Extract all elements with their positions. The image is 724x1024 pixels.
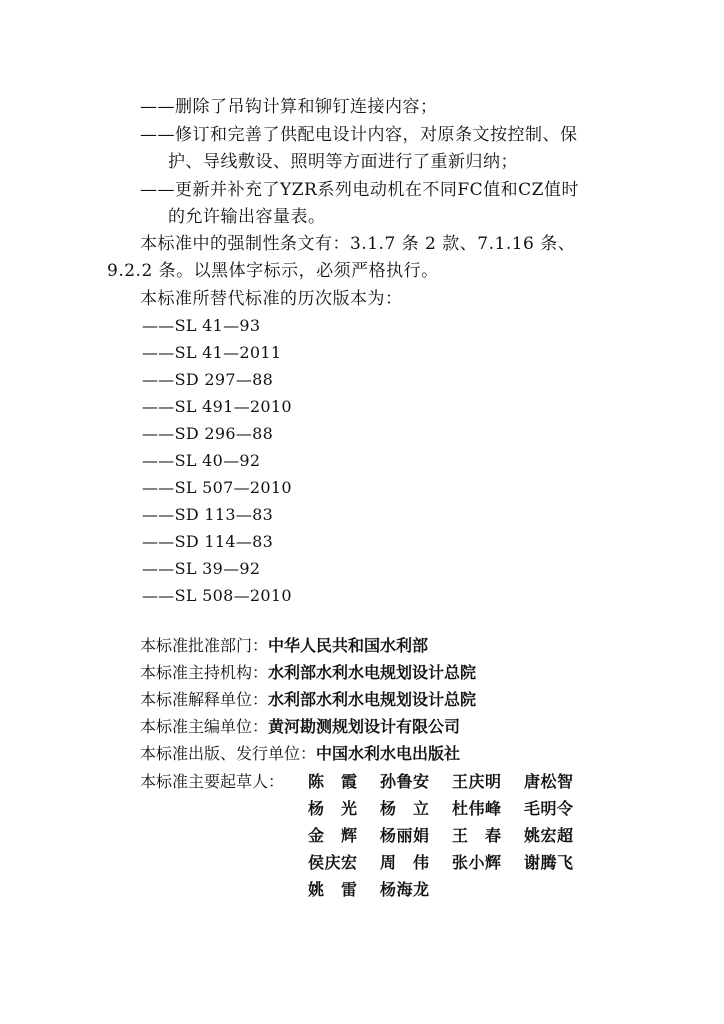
- history-version: ——SL 41—93: [142, 316, 261, 335]
- change-item-3-line-1: ——更新并补充了YZR系列电动机在不同FC值和CZ值时: [140, 180, 579, 200]
- credit-interpretation-unit: [140, 689, 476, 711]
- drafter-name: 金 辉: [308, 826, 358, 845]
- mandatory-clauses-line-2: 9.2.2 条。以黑体字标示，必须严格执行。: [107, 261, 439, 281]
- history-intro: 本标准所替代标准的历次版本为：: [140, 289, 403, 309]
- credit-label: 本标准主编单位：: [140, 717, 269, 736]
- history-version: ——SL 507—2010: [142, 478, 292, 497]
- history-version: ——SL 491—2010: [142, 397, 292, 416]
- history-version: ——SL 508—2010: [142, 586, 292, 605]
- history-version: ——SL 41—2011: [142, 343, 282, 362]
- credit-label: 本标准主持机构：: [140, 663, 269, 682]
- drafter-name: 杨 立: [380, 799, 430, 818]
- drafter-name: 姚 雷: [308, 880, 358, 899]
- drafter-name: 侯庆宏: [308, 853, 358, 872]
- drafter-name: 毛明令: [524, 799, 574, 818]
- drafter-name: 杨海龙: [380, 880, 430, 899]
- history-version: ——SD 113—83: [142, 505, 274, 524]
- change-item-2-line-1: ——修订和完善了供配电设计内容，对原条文按控制、保: [140, 125, 578, 145]
- history-version: ——SD 297—88: [142, 370, 274, 389]
- credit-label: 本标准解释单位：: [140, 690, 269, 709]
- drafter-name: 杜伟峰: [452, 799, 502, 818]
- drafters-label: 本标准主要起草人：: [140, 772, 285, 791]
- drafter-name: 王 春: [452, 826, 502, 845]
- history-version: ——SD 114—83: [142, 532, 274, 551]
- change-item-2-line-2: 护、导线敷设、照明等方面进行了重新归纳；: [168, 152, 518, 172]
- credit-value: 黄河勘测规划设计有限公司: [268, 717, 461, 736]
- history-version: ——SD 296—88: [142, 424, 274, 443]
- credit-host-org: [140, 662, 476, 684]
- change-item-1: ——删除了吊钩计算和铆钉连接内容；: [140, 97, 438, 117]
- credit-value: 中华人民共和国水利部: [268, 636, 429, 655]
- history-version: ——SL 39—92: [142, 559, 261, 578]
- drafter-name: 王庆明: [452, 772, 502, 791]
- credit-label: 本标准批准部门：: [140, 636, 269, 655]
- drafter-name: 孙鲁安: [380, 772, 430, 791]
- drafter-name: 周 伟: [380, 853, 430, 872]
- drafter-name: 陈 霞: [308, 772, 358, 791]
- drafter-name: 姚宏超: [524, 826, 574, 845]
- history-version: ——SL 40—92: [142, 451, 261, 470]
- mandatory-clauses-line-1: 本标准中的强制性条文有：3.1.7 条 2 款、7.1.16 条、: [140, 234, 576, 254]
- credit-label: 本标准出版、发行单位：: [140, 744, 317, 763]
- change-item-3-line-2: 的允许输出容量表。: [168, 207, 326, 227]
- credit-chief-editor-unit: [140, 716, 460, 738]
- credit-value: 水利部水利水电规划设计总院: [268, 663, 477, 682]
- drafter-name: 唐松智: [524, 772, 574, 791]
- drafter-name: 杨丽娟: [380, 826, 430, 845]
- credit-value: 中国水利水电出版社: [316, 744, 461, 763]
- drafter-name: 张小辉: [452, 853, 502, 872]
- credit-approval-dept: [140, 635, 428, 657]
- credit-value: 水利部水利水电规划设计总院: [268, 690, 477, 709]
- credit-publisher: [140, 743, 460, 765]
- drafter-name: 谢腾飞: [524, 853, 574, 872]
- drafter-name: 杨 光: [308, 799, 358, 818]
